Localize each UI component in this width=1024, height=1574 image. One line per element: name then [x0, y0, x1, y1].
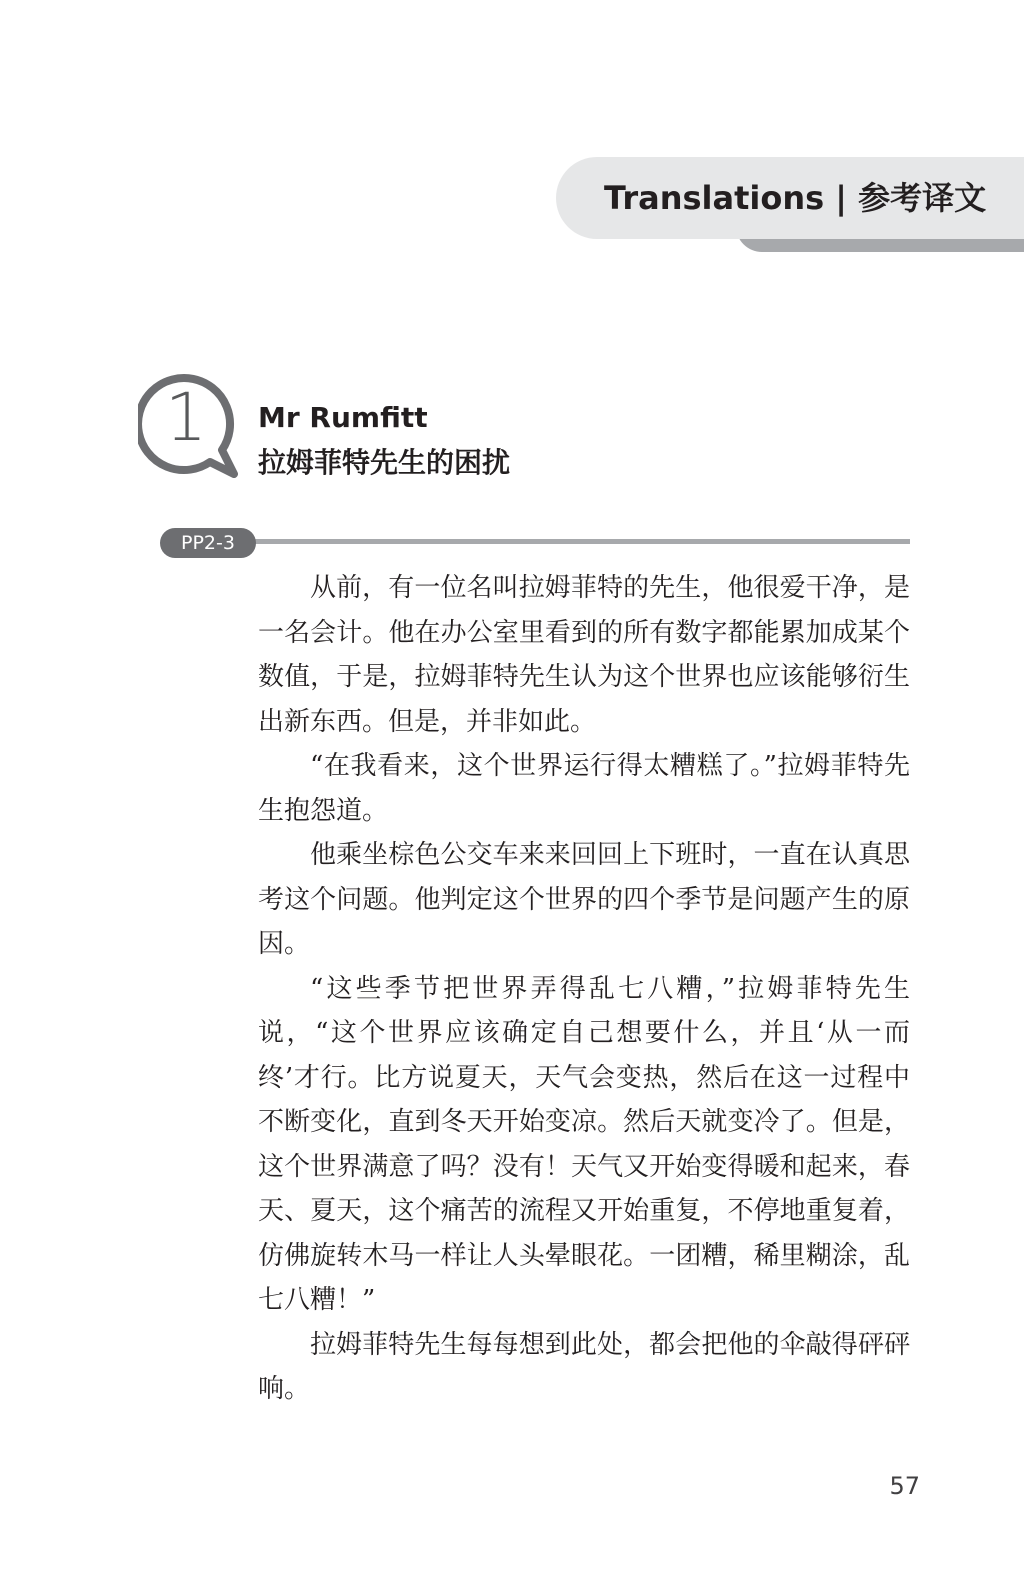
section-label: PP2-3 — [160, 528, 256, 558]
story-title-english: Mr Rumfitt — [258, 401, 428, 434]
paragraph: 拉姆菲特先生每每想到此处，都会把他的伞敲得砰砰响。 — [258, 1329, 910, 1404]
translation-body — [258, 566, 910, 1412]
chapter-number: 1 — [165, 379, 207, 456]
paragraph: “在我看来，这个世界运行得太糟糕了。”拉姆菲特先生抱怨道。 — [258, 751, 910, 826]
paragraph: “这些季节把世界弄得乱七八糟，”拉姆菲特先生说，“这个世界应该确定自己想要什么，并且‘从一而终’才行。比方说夏天，天气会变热，然后在这一过程中不断变化，直到冬天开始变凉。然后天就变冷了。但是，这个世界满意了吗？没有！天气又开始变得暖和起来，春天、夏天，这个痛苦的流程又开始重复，不停地重复着，仿佛旋转木马一样让人头晕眼花。一团糟，稀里糊涂，乱七八糟！” — [258, 973, 910, 1315]
paragraph: 他乘坐棕色公交车来来回回上下班时，一直在认真思考这个问题。他判定这个世界的四个季节是问题产生的原因。 — [258, 840, 910, 959]
section-divider — [230, 539, 910, 544]
paragraph: 从前，有一位名叫拉姆菲特的先生，他很爱干净，是一名会计。他在办公室里看到的所有数字都能累加成某个数值，于是，拉姆菲特先生认为这个世界也应该能够衍生出新东西。但是，并非如此。 — [258, 573, 910, 737]
page-number: 57 — [889, 1472, 920, 1500]
story-title-chinese: 拉姆菲特先生的困扰 — [258, 446, 511, 479]
section-title: Translations | 参考译文 — [604, 179, 987, 217]
